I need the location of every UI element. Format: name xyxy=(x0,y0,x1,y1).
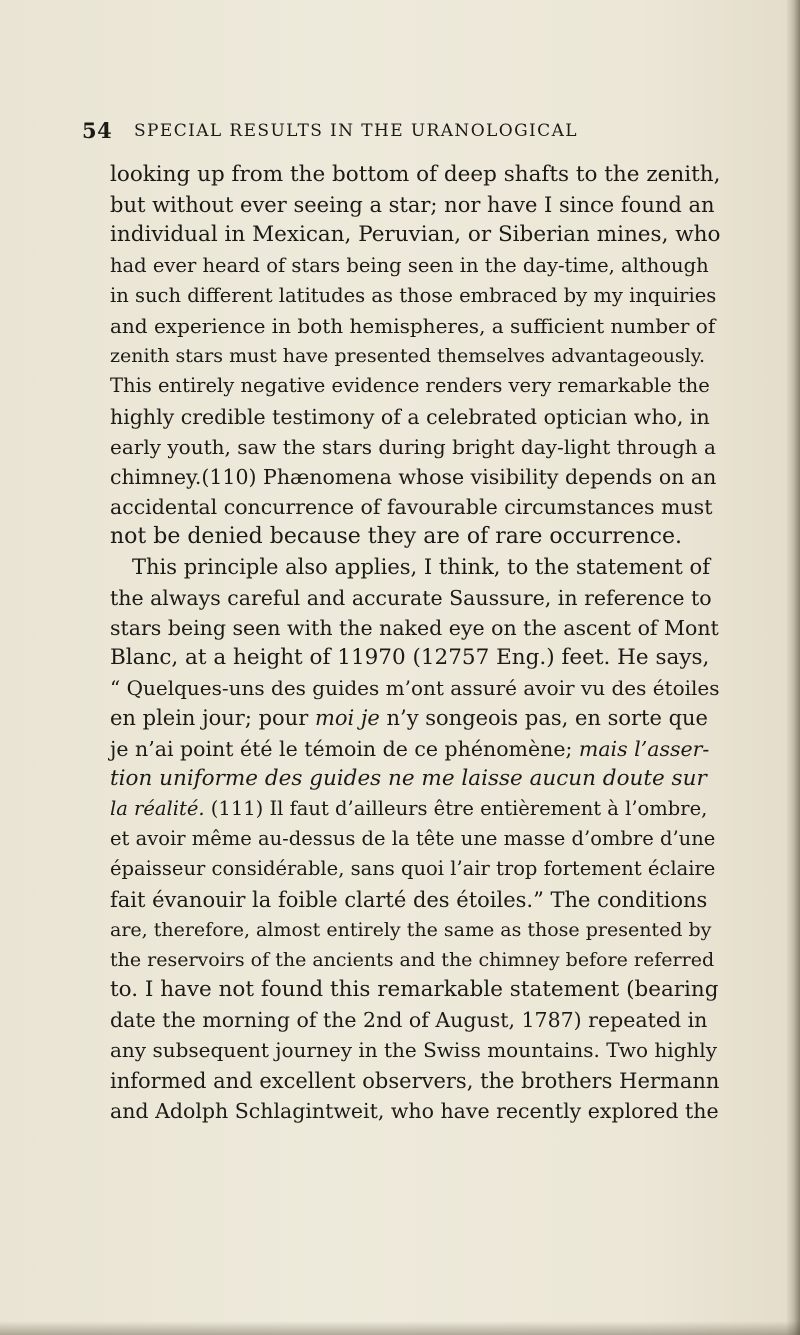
text-line xyxy=(110,854,720,884)
running-head: SPECIAL RESULTS IN THE URANOLOGICAL xyxy=(134,121,578,141)
text-line-main: “ Quelques-uns des guides m’ont assuré avoir vu des étoiles xyxy=(110,676,720,701)
text-line xyxy=(110,703,720,733)
text-line-main: had ever heard of stars being seen in the day-time, although xyxy=(110,253,709,277)
text-line-main: and Adolph Schlagintweit, who have recently explored the xyxy=(110,1098,719,1123)
text-line-main: and experience in both hemispheres, a sufficient number of xyxy=(110,313,716,338)
text-line xyxy=(110,673,720,703)
text-line-main: but without ever seeing a star; nor have I since found an xyxy=(110,193,715,218)
text-line-main: to. I have not found this remarkable statement (bearing xyxy=(110,977,719,1003)
text-line xyxy=(110,945,720,975)
text-line xyxy=(110,1005,720,1035)
text-line xyxy=(110,341,720,371)
text-line xyxy=(110,220,720,250)
text-line-main: early youth, saw the stars during bright day-light through a xyxy=(110,434,716,459)
text-line xyxy=(110,552,720,582)
text-line xyxy=(110,190,720,220)
text-line xyxy=(110,643,720,673)
body-text xyxy=(110,160,720,1126)
text-line-main: Blanc, at a height of 11970 (12757 Eng.) feet. He says, xyxy=(110,645,710,670)
text-line-main: fait évanouir la foible clarté des étoiles.” The conditions xyxy=(110,887,708,912)
text-line-italic: la réalité. xyxy=(110,796,205,820)
text-line-main: This principle also applies, I think, to the statement of xyxy=(132,555,710,580)
text-line xyxy=(110,371,720,401)
text-line-after: (111) Il faut d’ailleurs être entièrement à l’ombre, xyxy=(204,796,708,820)
text-line xyxy=(110,885,720,915)
text-line-main: stars being seen with the naked eye on the ascent of Mont xyxy=(110,615,719,640)
text-line-main: chimney.(110) Phænomena whose visibility depends on an xyxy=(110,464,717,489)
text-line xyxy=(110,311,720,341)
text-line-main: épaisseur considérable, sans quoi l’air trop fortement éclaire xyxy=(110,857,716,881)
text-line-main: individual in Mexican, Peruvian, or Siberian mines, who xyxy=(110,222,721,248)
text-line-main: je n’ai point été le témoin de ce phénomène; xyxy=(110,736,579,761)
text-line-italic: moi je xyxy=(314,706,380,731)
text-line xyxy=(110,1096,720,1126)
text-line xyxy=(110,734,720,764)
text-line-main: informed and excellent observers, the brothers Hermann xyxy=(110,1068,720,1093)
text-line-main: in such different latitudes as those embraced by my inquiries xyxy=(110,283,717,307)
text-line-main: the reservoirs of the ancients and the chimney before referred xyxy=(110,948,715,971)
text-line xyxy=(110,432,720,462)
text-line xyxy=(110,794,720,824)
text-line-main: This entirely negative evidence renders very remarkable the xyxy=(110,374,710,398)
text-line xyxy=(110,251,720,281)
text-line-main: en plein jour; pour xyxy=(110,706,315,731)
text-line xyxy=(110,613,720,643)
text-line xyxy=(110,824,720,854)
text-line-main: date the morning of the 2nd of August, 1787) repeated in xyxy=(110,1008,708,1033)
text-line-italic: tion uniforme des guides ne me laisse aucun doute sur xyxy=(110,765,707,791)
text-line-main: any subsequent journey in the Swiss mountains. Two highly xyxy=(110,1038,717,1063)
text-line xyxy=(110,402,720,432)
text-line-main: looking up from the bottom of deep shafts to the zenith, xyxy=(110,162,721,187)
text-line xyxy=(110,583,720,613)
text-line xyxy=(110,764,720,794)
text-line-italic: mais l’asser- xyxy=(578,736,710,761)
page-number: 54 xyxy=(82,118,113,143)
text-line xyxy=(110,160,720,190)
text-line xyxy=(110,462,720,492)
text-line-main: the always careful and accurate Saussure, in reference to xyxy=(110,585,712,610)
text-line xyxy=(110,1066,720,1096)
text-line xyxy=(110,915,720,945)
text-line xyxy=(110,975,720,1005)
text-line-after: n’y songeois pas, en sorte que xyxy=(379,706,708,731)
text-line xyxy=(110,281,720,311)
text-line-main: et avoir même au-dessus de la tête une masse d’ombre d’une xyxy=(110,827,716,851)
page-edge-shadow xyxy=(786,0,800,1335)
text-line xyxy=(110,1035,720,1065)
page-header xyxy=(82,118,682,146)
text-line-main: accidental concurrence of favourable circumstances must xyxy=(110,495,713,520)
text-line-main: highly credible testimony of a celebrated optician who, in xyxy=(110,404,710,429)
text-line-main: zenith stars must have presented themselves advantageously. xyxy=(110,345,706,368)
page-bottom-shadow xyxy=(0,1321,800,1335)
text-line xyxy=(110,492,720,522)
text-line-main: are, therefore, almost entirely the same as those presented by xyxy=(110,918,712,941)
text-line xyxy=(110,522,720,552)
text-line-main: not be denied because they are of rare occurrence. xyxy=(110,524,683,550)
